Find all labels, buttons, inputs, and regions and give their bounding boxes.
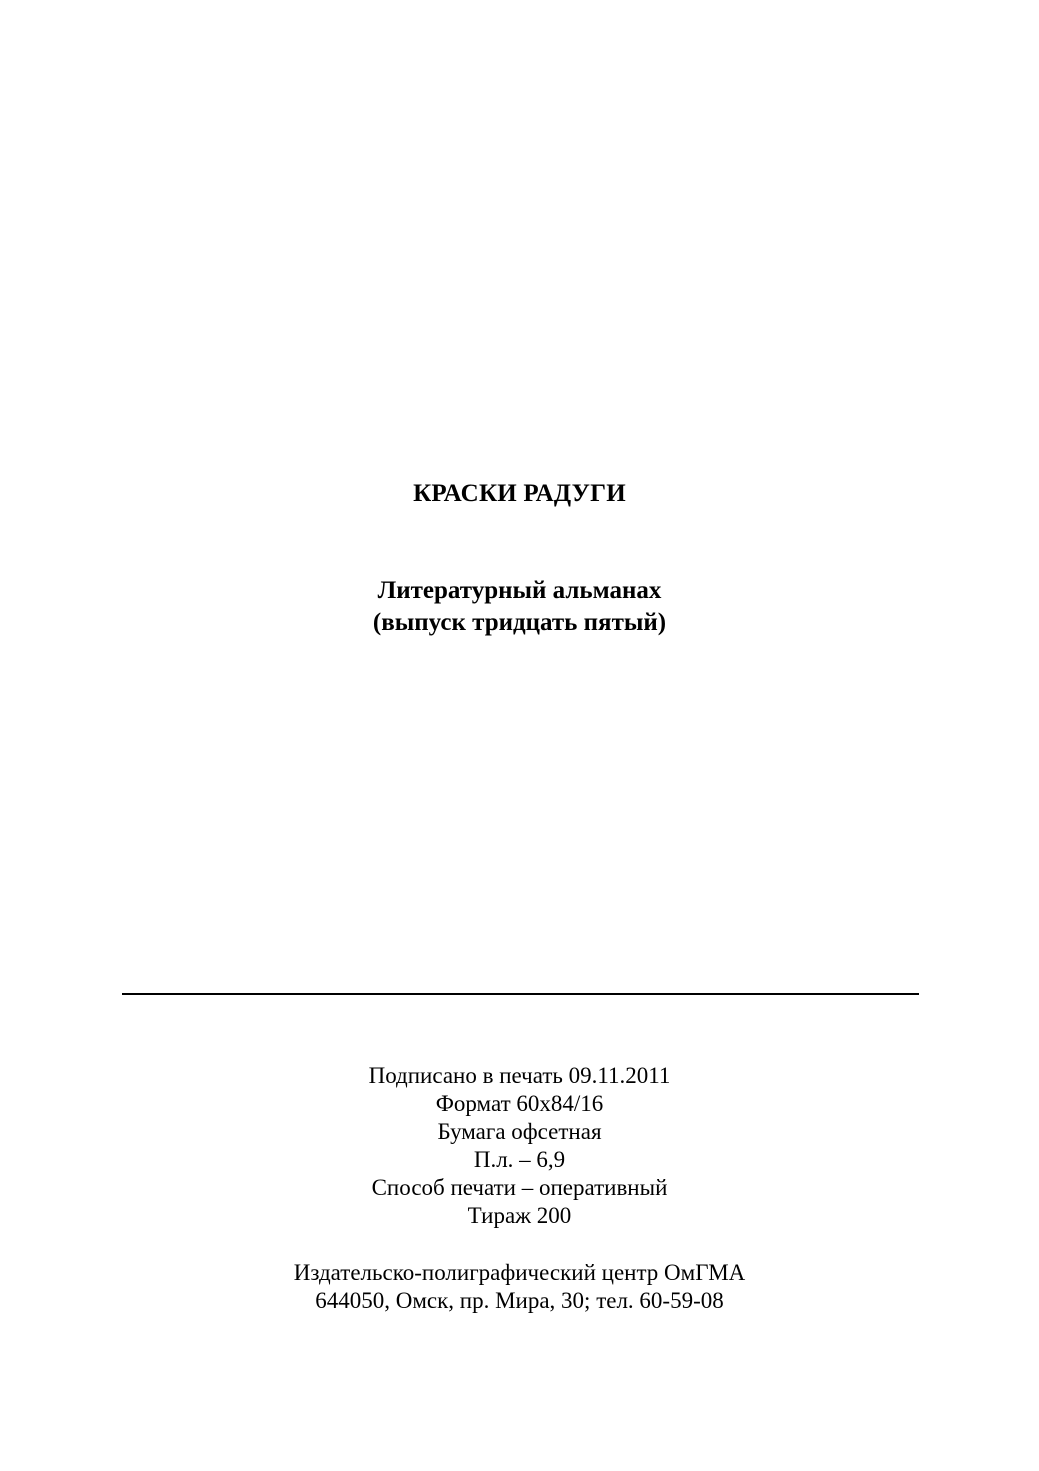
publisher-block <box>0 1259 1039 1315</box>
imprint-format: Формат 60х84/16 <box>435 1091 604 1116</box>
imprint-signed-date: Подписано в печать 09.11.2011 <box>368 1063 671 1088</box>
book-title: КРАСКИ РАДУГИ <box>413 480 626 507</box>
imprint-block <box>0 1062 1039 1230</box>
publisher-address: 644050, Омск, пр. Мира, 30; тел. 60-59-08 <box>315 1288 724 1313</box>
imprint-paper: Бумага офсетная <box>437 1119 602 1144</box>
subtitle-line-issue: (выпуск тридцать пятый) <box>372 609 667 636</box>
subtitle-line-genre: Литературный альманах <box>377 577 662 604</box>
horizontal-divider <box>122 993 919 995</box>
publisher-name: Издательско-полиграфический центр ОмГМА <box>293 1260 746 1285</box>
imprint-printed-sheets: П.л. – 6,9 <box>473 1147 566 1172</box>
imprint-printing-method: Способ печати – оперативный <box>371 1175 668 1200</box>
imprint-circulation: Тираж 200 <box>467 1203 572 1228</box>
book-subtitle <box>0 575 1039 639</box>
